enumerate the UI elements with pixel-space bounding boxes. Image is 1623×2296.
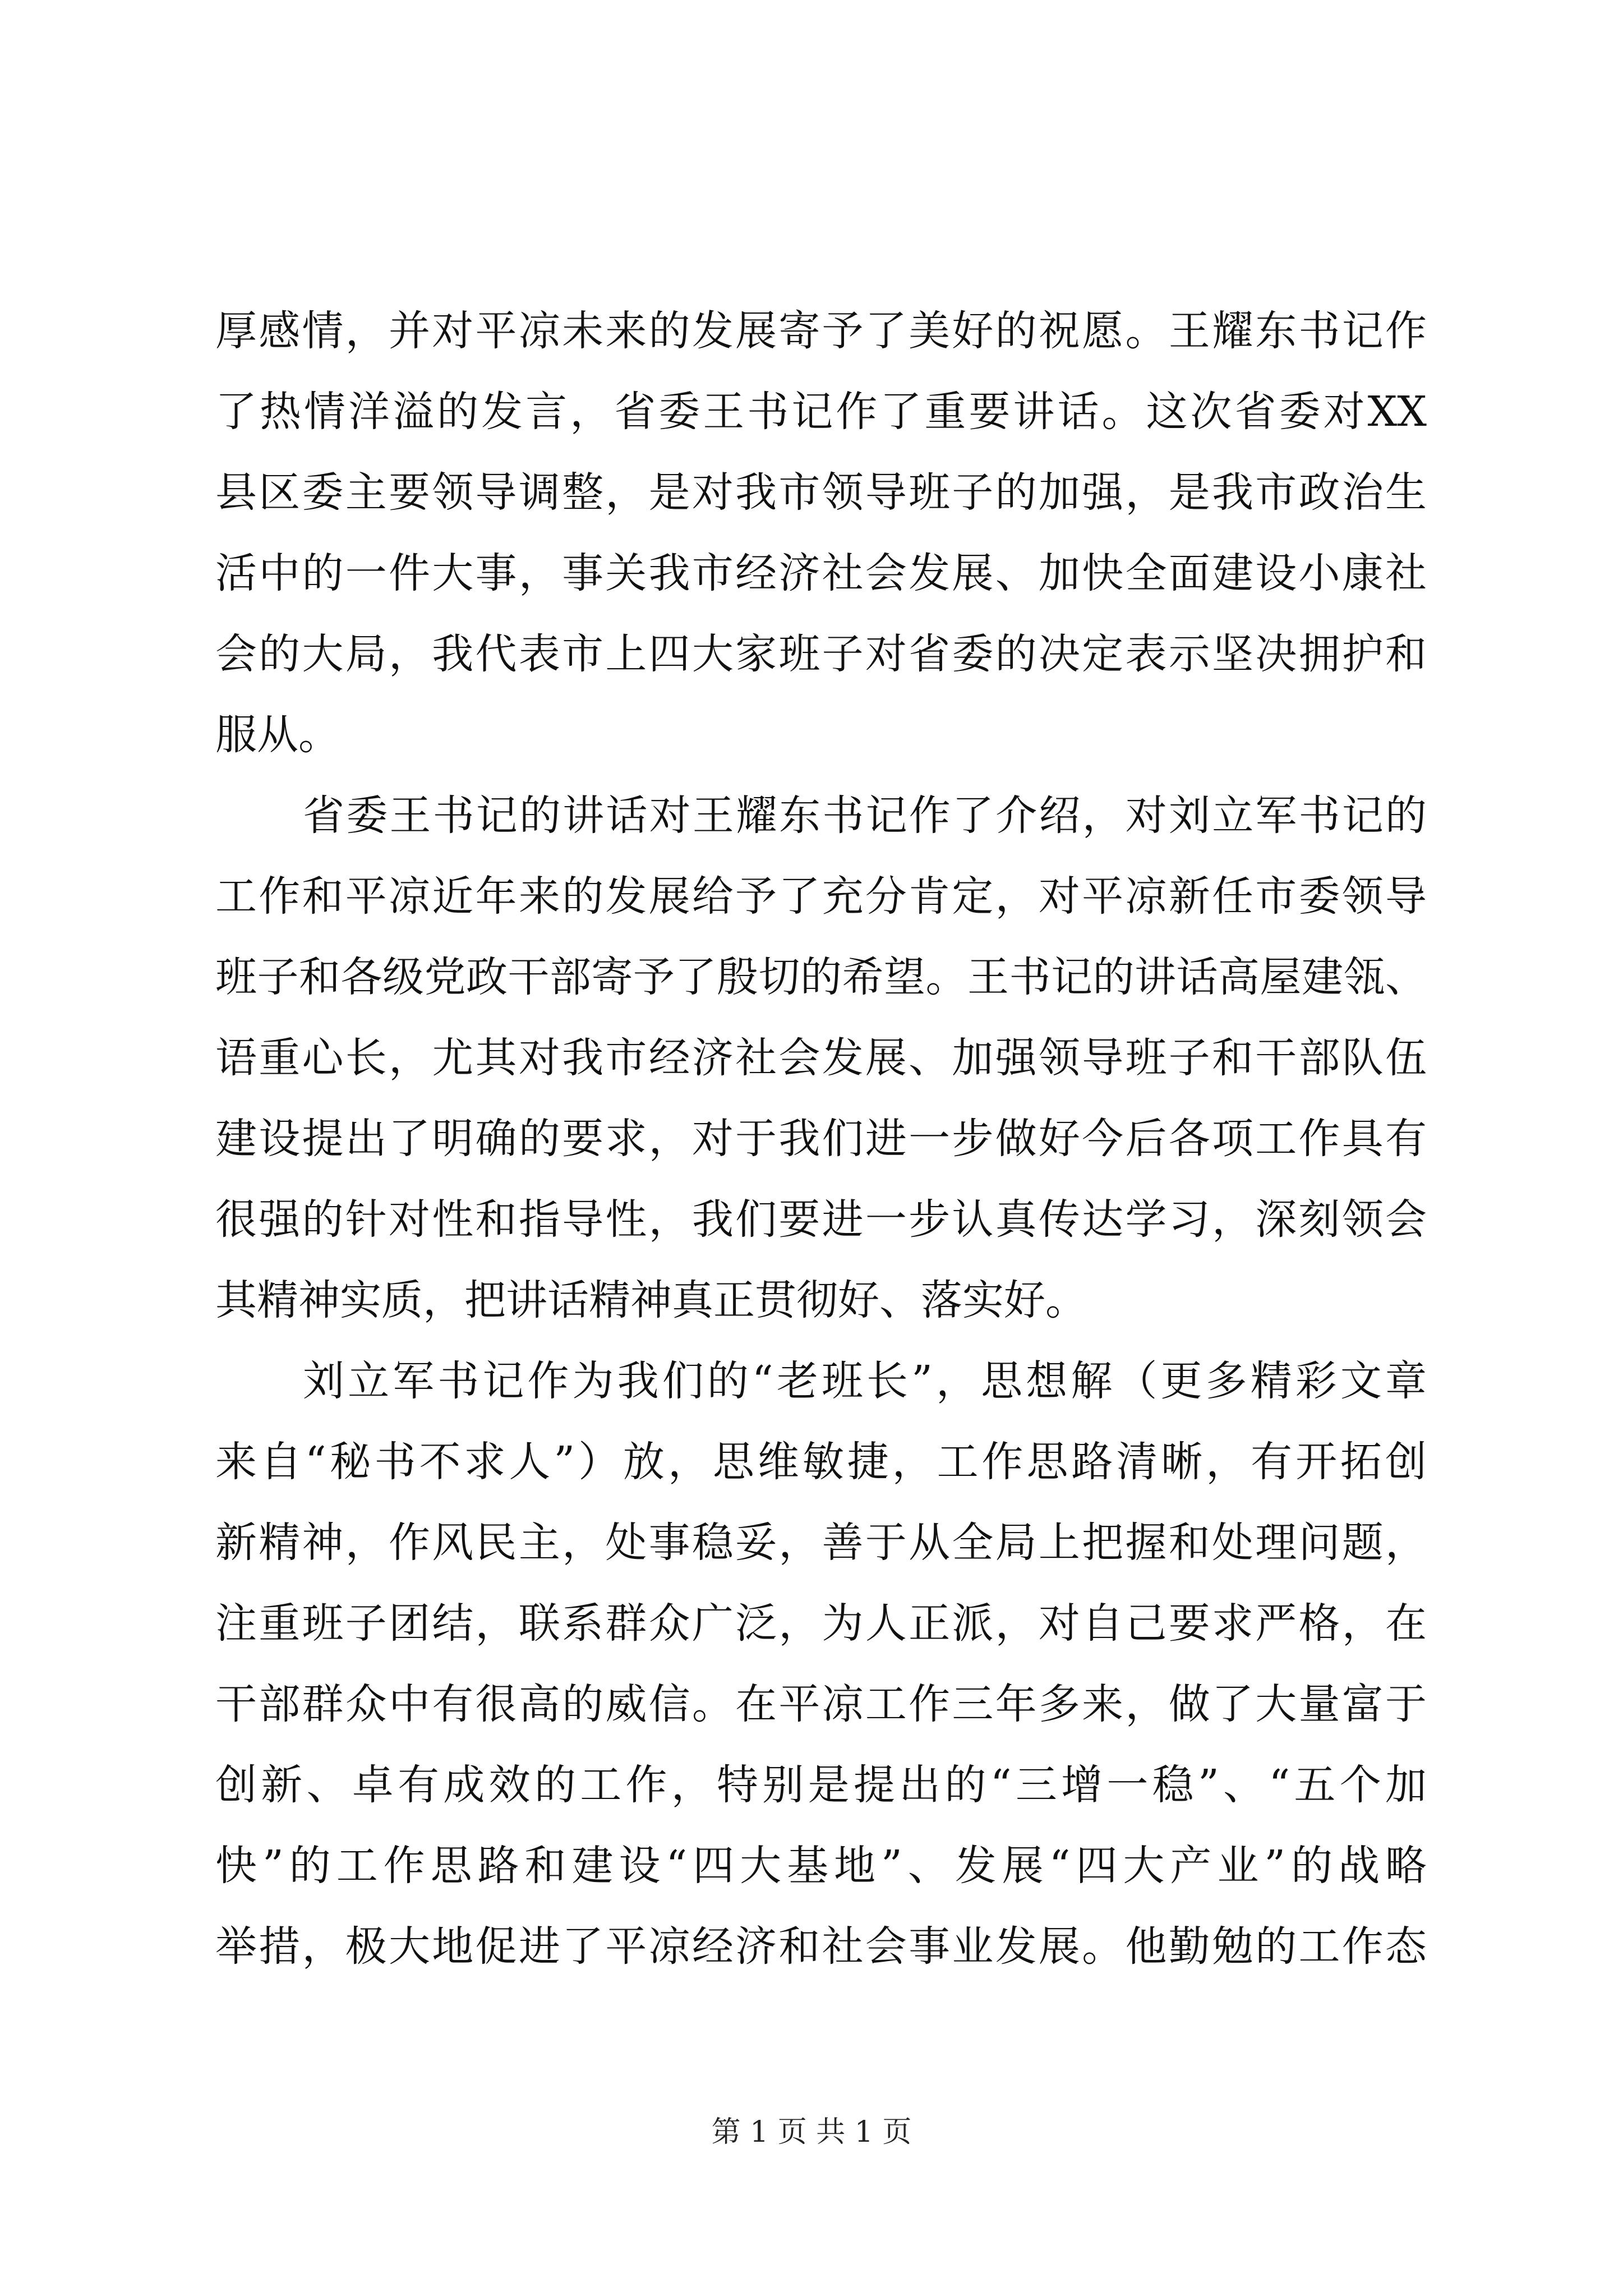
paragraph-1-line-1: 厚感情，并对平凉未来的发展寄予了美好的祝愿。王耀东书记作 [215,307,1427,355]
paragraph-1-line-4: 活中的一件大事，事关我市经济社会发展、加快全面建设小康社 [215,549,1427,597]
paragraph-2-line-3: 班子和各级党政干部寄予了殷切的希望。王书记的讲话高屋建瓴、 [215,953,1427,1001]
paragraph-2-line-7: 其精神实质，把讲话精神真正贯彻好、落实好。 [215,1276,1087,1324]
paragraph-1-line-5: 会的大局，我代表市上四大家班子对省委的决定表示坚决拥护和 [215,630,1427,678]
paragraph-3-line-6: 创新、卓有成效的工作，特别是提出的“三增一稳”、“五个加 [215,1761,1427,1809]
paragraph-1-line-3: 县区委主要领导调整，是对我市领导班子的加强，是我市政治生 [215,468,1427,517]
paragraph-3-line-2: 来自“秘书不求人”）放，思维敏捷，工作思路清晰，有开拓创 [215,1438,1427,1486]
paragraph-2-line-5: 建设提出了明确的要求，对于我们进一步做好今后各项工作具有 [215,1115,1427,1163]
paragraph-2-line-4: 语重心长，尤其对我市经济社会发展、加强领导班子和干部队伍 [215,1034,1427,1082]
paragraph-3-line-5: 干部群众中有很高的威信。在平凉工作三年多来，做了大量富于 [215,1680,1427,1728]
paragraph-1-line-2: 了热情洋溢的发言，省委王书记作了重要讲话。这次省委对XX [215,388,1427,436]
paragraph-3-line-7: 快”的工作思路和建设“四大基地”、发展“四大产业”的战略 [215,1842,1427,1890]
paragraph-1-line-6: 服从。 [215,711,340,759]
paragraph-2-line-2: 工作和平凉近年来的发展给予了充分肯定，对平凉新任市委领导 [215,872,1427,921]
document-body [215,291,1427,1987]
paragraph-3-line-3: 新精神，作风民主，处事稳妥，善于从全局上把握和处理问题， [215,1519,1427,1567]
paragraph-3-line-4: 注重班子团结，联系群众广泛，为人正派，对自己要求严格，在 [215,1599,1427,1648]
paragraph-3-line-1: 刘立军书记作为我们的“老班长”，思想解（更多精彩文章 [303,1357,1427,1405]
page-number-footer: 第 1 页 共 1 页 [711,2115,912,2149]
paragraph-2-line-6: 很强的针对性和指导性，我们要进一步认真传达学习，深刻领会 [215,1195,1427,1244]
paragraph-2-line-1: 省委王书记的讲话对王耀东书记作了介绍，对刘立军书记的 [303,792,1427,840]
paragraph-3-line-8: 举措，极大地促进了平凉经济和社会事业发展。他勤勉的工作态 [215,1922,1427,1971]
